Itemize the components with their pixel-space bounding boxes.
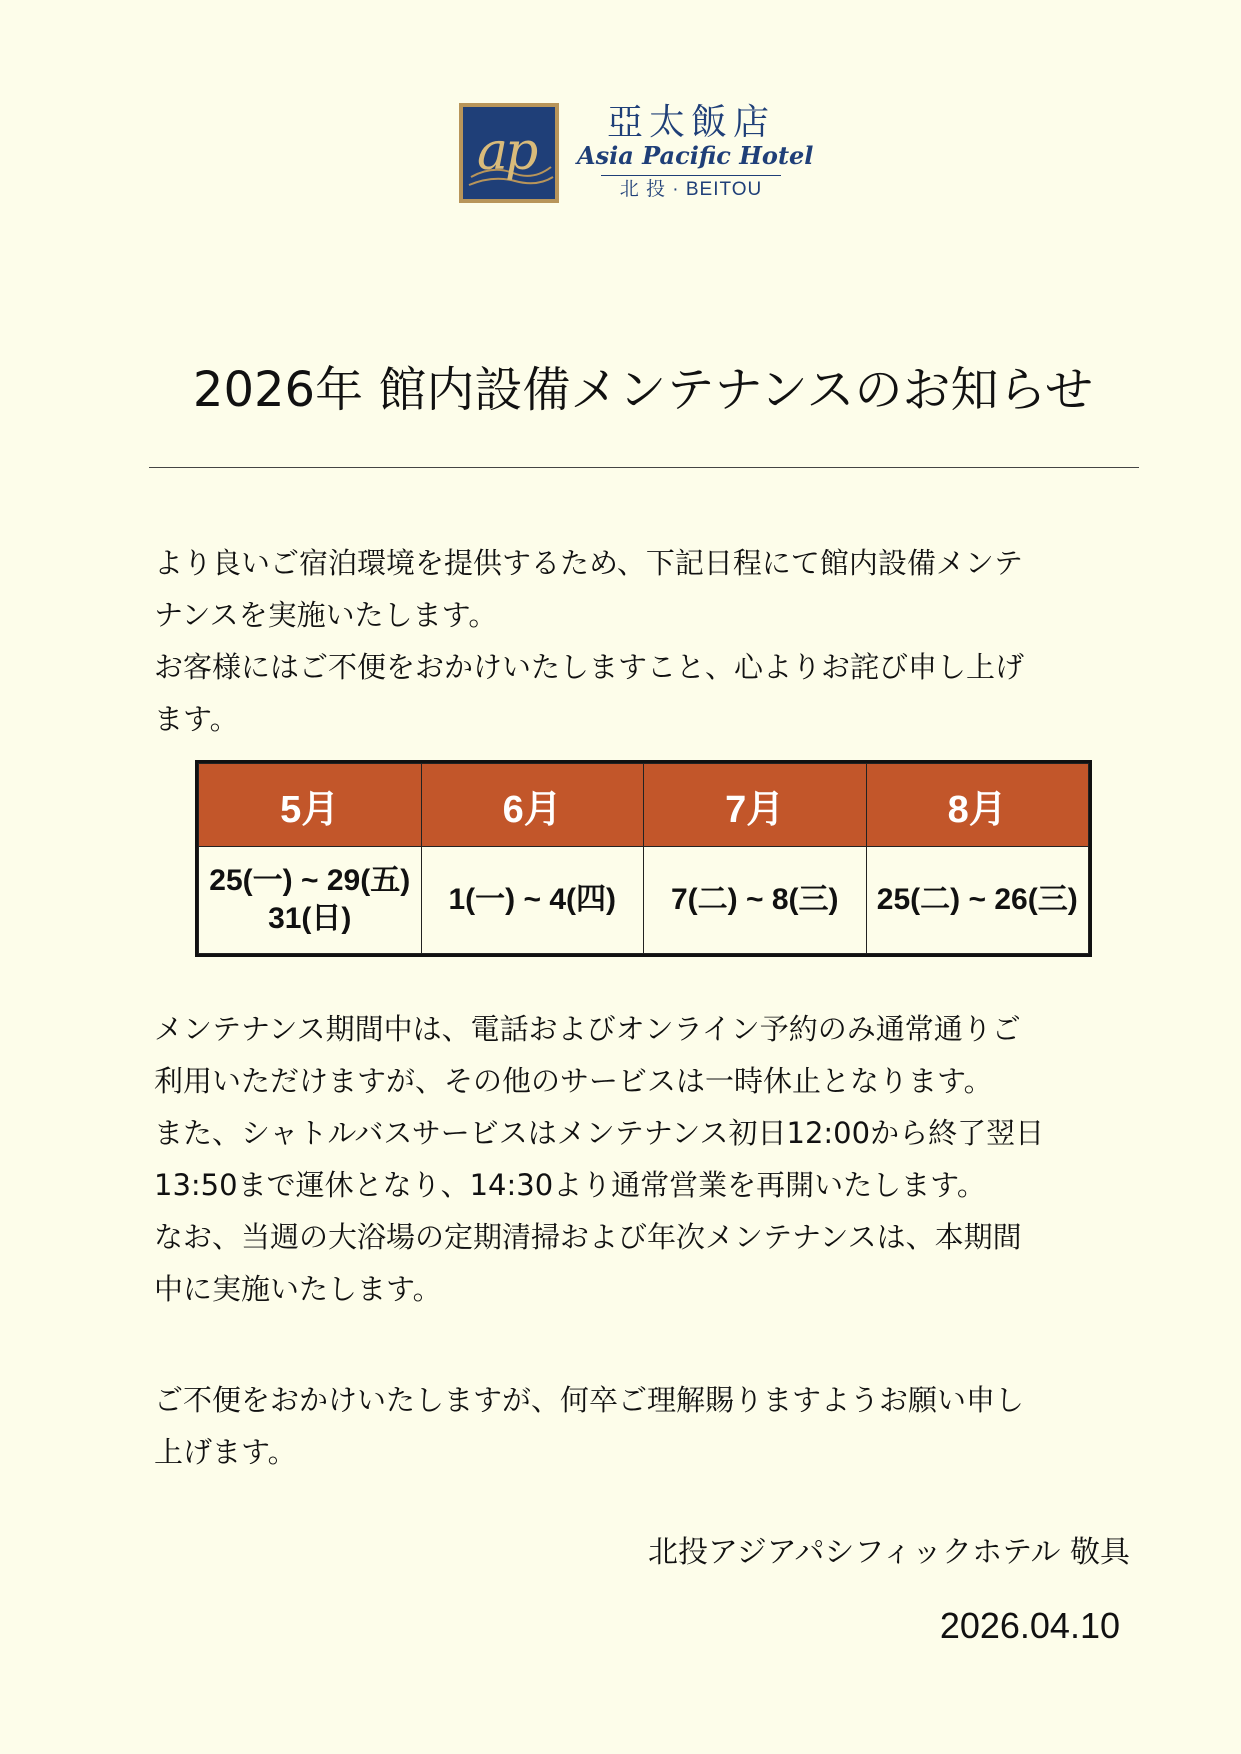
- dates-cell-august: [866, 847, 1089, 954]
- details-line: また、シャトルバスサービスはメンテナンス初日12:00から終了翌日: [154, 1116, 1045, 1150]
- intro-line: ナンスを実施いたします。: [154, 598, 498, 632]
- details-line: 利用いただけますが、その他のサービスは一時休止となります。: [154, 1064, 993, 1098]
- details-line: 13:50まで運休となり、14:30より通常営業を再開いたします。: [154, 1168, 986, 1202]
- closing-line: 上げます。: [154, 1435, 297, 1469]
- date-range: 1(一) ~ 4(四): [448, 883, 617, 916]
- intro-line: お客様にはご不便をおかけいたしますこと、心よりお詫び申し上げ: [154, 650, 1025, 684]
- date-range: 7(二) ~ 8(三): [670, 883, 839, 916]
- issue-date: 2026.04.10: [939, 1605, 1120, 1646]
- details-line: 中に実施いたします。: [154, 1272, 442, 1306]
- dates-cell-june: [421, 847, 644, 954]
- month-header-august: 8月: [866, 764, 1089, 847]
- title-divider: [149, 467, 1139, 468]
- intro-paragraph: [154, 537, 1144, 745]
- dates-cell-may: [199, 847, 422, 954]
- month-header-july: 7月: [644, 764, 867, 847]
- svg-text:a: a: [477, 122, 509, 182]
- schedule-dates-row: [199, 847, 1089, 954]
- logo-location: 北 投 · BEITOU: [601, 175, 781, 202]
- notice-title: 2026年 館内設備メンテナンスのお知らせ: [192, 362, 1094, 418]
- date-range: 25(二) ~ 26(三): [876, 883, 1078, 916]
- schedule-header-row: [199, 764, 1089, 847]
- maintenance-schedule-table: [198, 763, 1089, 954]
- closing-line: ご不便をおかけいたしますが、何卒ご理解賜りますようお願い申し: [154, 1383, 1025, 1417]
- date-single: 31(日): [268, 902, 352, 935]
- ap-monogram-icon: [459, 103, 559, 203]
- details-line: メンテナンス期間中は、電話およびオンライン予約のみ通常通りご: [154, 1012, 1021, 1046]
- closing-paragraph: [154, 1374, 1144, 1478]
- logo-chinese-name: 亞太飯店: [607, 102, 776, 143]
- logo-english-name: Asia Pacific Hotel: [577, 141, 814, 170]
- month-header-may: 5月: [199, 764, 422, 847]
- hotel-logo: [459, 103, 819, 207]
- intro-line: より良いご宿泊環境を提供するため、下記日程にて館内設備メンテ: [154, 546, 1023, 580]
- signature: 北投アジアパシフィックホテル 敬具: [647, 1535, 1130, 1570]
- dates-cell-july: [644, 847, 867, 954]
- date-range: 25(一) ~ 29(五): [209, 864, 411, 897]
- intro-line: ます。: [154, 702, 239, 736]
- month-header-june: 6月: [421, 764, 644, 847]
- details-paragraph: [154, 1003, 1144, 1315]
- details-line: なお、当週の大浴場の定期清掃および年次メンテナンスは、本期間: [154, 1220, 1022, 1254]
- svg-text:p: p: [505, 122, 539, 182]
